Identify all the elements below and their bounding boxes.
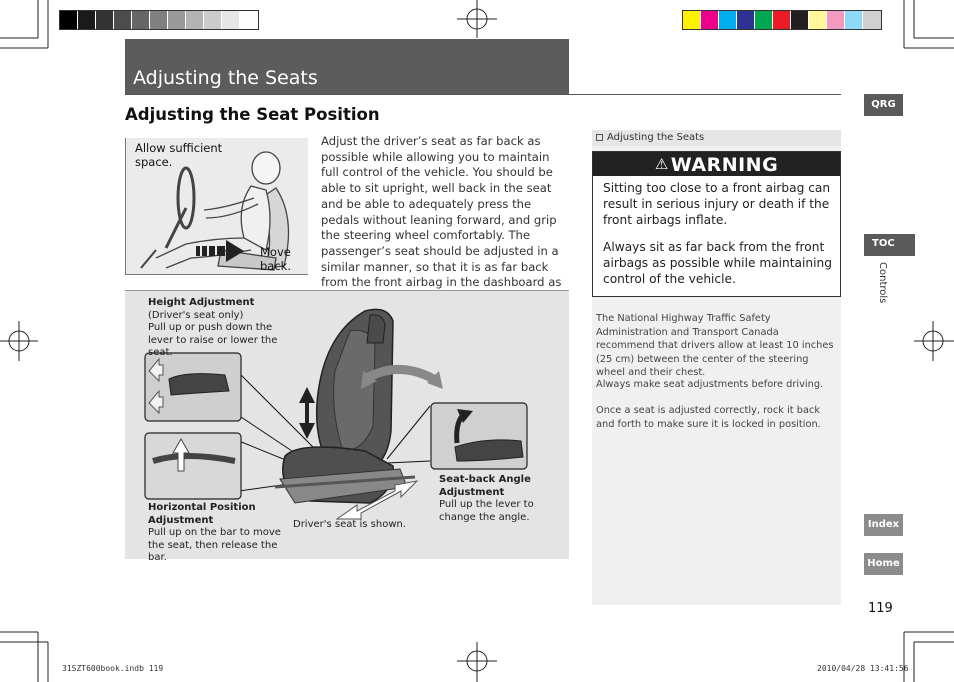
page-title: Adjusting the Seats bbox=[133, 67, 318, 89]
process-color-bar bbox=[682, 10, 882, 30]
color-swatch bbox=[222, 11, 240, 29]
color-swatch bbox=[737, 11, 755, 29]
footer-timestamp: 2010/04/28 13:41:56 bbox=[817, 664, 909, 673]
color-swatch bbox=[701, 11, 719, 29]
height-adjustment-desc: Pull up or push down the lever to raise or lower the seat. bbox=[148, 322, 278, 358]
note-rock-seat: Once a seat is adjusted correctly, rock it back and forth to make sure it is locked in position. bbox=[596, 405, 821, 430]
color-swatch bbox=[114, 11, 132, 29]
horizontal-adjustment-caption bbox=[148, 502, 290, 565]
warning-box bbox=[592, 151, 841, 297]
nav-tab-home[interactable]: Home bbox=[864, 553, 903, 575]
page-number: 119 bbox=[868, 601, 893, 616]
nav-tab-toc[interactable]: TOC bbox=[864, 234, 915, 256]
controls-label: Controls bbox=[877, 262, 888, 304]
warning-banner bbox=[593, 152, 840, 176]
color-swatch bbox=[773, 11, 791, 29]
seating-position-illustration bbox=[125, 138, 308, 275]
height-adjustment-sub: (Driver's seat only) bbox=[148, 309, 244, 321]
nav-tab-index[interactable]: Index bbox=[864, 514, 903, 536]
sidebar-notes bbox=[592, 130, 841, 605]
color-swatch bbox=[132, 11, 150, 29]
body-paragraph: Adjust the driver’s seat as far back as possible while allowing you to maintain full control of the vehicle. You should be able to sit upright, well back in the seat and be able to adequately press the pedals without leaning forward, and grip the steering wheel comfortably. The passenger’s seat should be adjusted in a similar manner, so that it is as far back from the front airbag in the dashboard as bbox=[321, 134, 562, 290]
reference-square-icon bbox=[596, 134, 603, 141]
color-swatch bbox=[186, 11, 204, 29]
horizontal-adjustment-desc: Pull up on the bar to move the seat, then release the bar. bbox=[148, 527, 281, 563]
horizontal-adjustment-title: Horizontal Position Adjustment bbox=[148, 502, 256, 526]
seat-adjustment-illustration bbox=[125, 290, 569, 563]
warning-label: WARNING bbox=[670, 154, 779, 176]
note-before-driving: Always make seat adjustments before driving. bbox=[596, 379, 824, 390]
color-swatch bbox=[791, 11, 809, 29]
nav-tab-qrg[interactable]: QRG bbox=[864, 94, 903, 116]
driver-seat-caption: Driver's seat is shown. bbox=[293, 519, 407, 530]
color-swatch bbox=[863, 11, 881, 29]
color-swatch bbox=[96, 11, 114, 29]
note-nhtsa: The National Highway Traffic Safety Administration and Transport Canada recommend that drivers allow at least 10 inches (25 cm) between the center of the steering wheel and their chest. bbox=[596, 313, 834, 378]
section-title: Adjusting the Seat Position bbox=[125, 105, 380, 124]
header-divider bbox=[125, 94, 841, 95]
gray-color-bar bbox=[59, 10, 259, 30]
chapter-side-label bbox=[878, 262, 888, 312]
sidebar-heading-text: Adjusting the Seats bbox=[607, 132, 705, 143]
color-swatch bbox=[150, 11, 168, 29]
color-swatch bbox=[78, 11, 96, 29]
color-swatch bbox=[168, 11, 186, 29]
seatback-adjustment-caption bbox=[439, 474, 539, 524]
warning-triangle-icon: ⚠ bbox=[654, 155, 669, 173]
seatback-adjustment-desc: Pull up the lever to change the angle. bbox=[439, 499, 534, 523]
height-adjustment-title: Height Adjustment bbox=[148, 297, 255, 308]
color-swatch bbox=[809, 11, 827, 29]
warning-text-1: Sitting too close to a front airbag can result in serious injury or death if the front airbags inflate. bbox=[603, 181, 831, 227]
sidebar-heading bbox=[592, 130, 841, 146]
color-swatch bbox=[719, 11, 737, 29]
color-swatch bbox=[683, 11, 701, 29]
warning-text-2: Always sit as far back from the front airbags as possible while maintaining control of the vehicle. bbox=[603, 240, 832, 286]
label-move-back: Move back. bbox=[260, 245, 291, 273]
color-swatch bbox=[827, 11, 845, 29]
color-swatch bbox=[204, 11, 222, 29]
color-swatch bbox=[60, 11, 78, 29]
footer-file-info: 31SZT600book.indb 119 bbox=[62, 664, 164, 673]
color-swatch bbox=[845, 11, 863, 29]
color-swatch bbox=[755, 11, 773, 29]
height-adjustment-caption bbox=[148, 297, 298, 360]
label-allow-space: Allow sufficient space. bbox=[135, 141, 223, 169]
seatback-adjustment-title: Seat-back Angle Adjustment bbox=[439, 474, 531, 498]
color-swatch bbox=[240, 11, 258, 29]
chapter-header bbox=[125, 39, 569, 94]
